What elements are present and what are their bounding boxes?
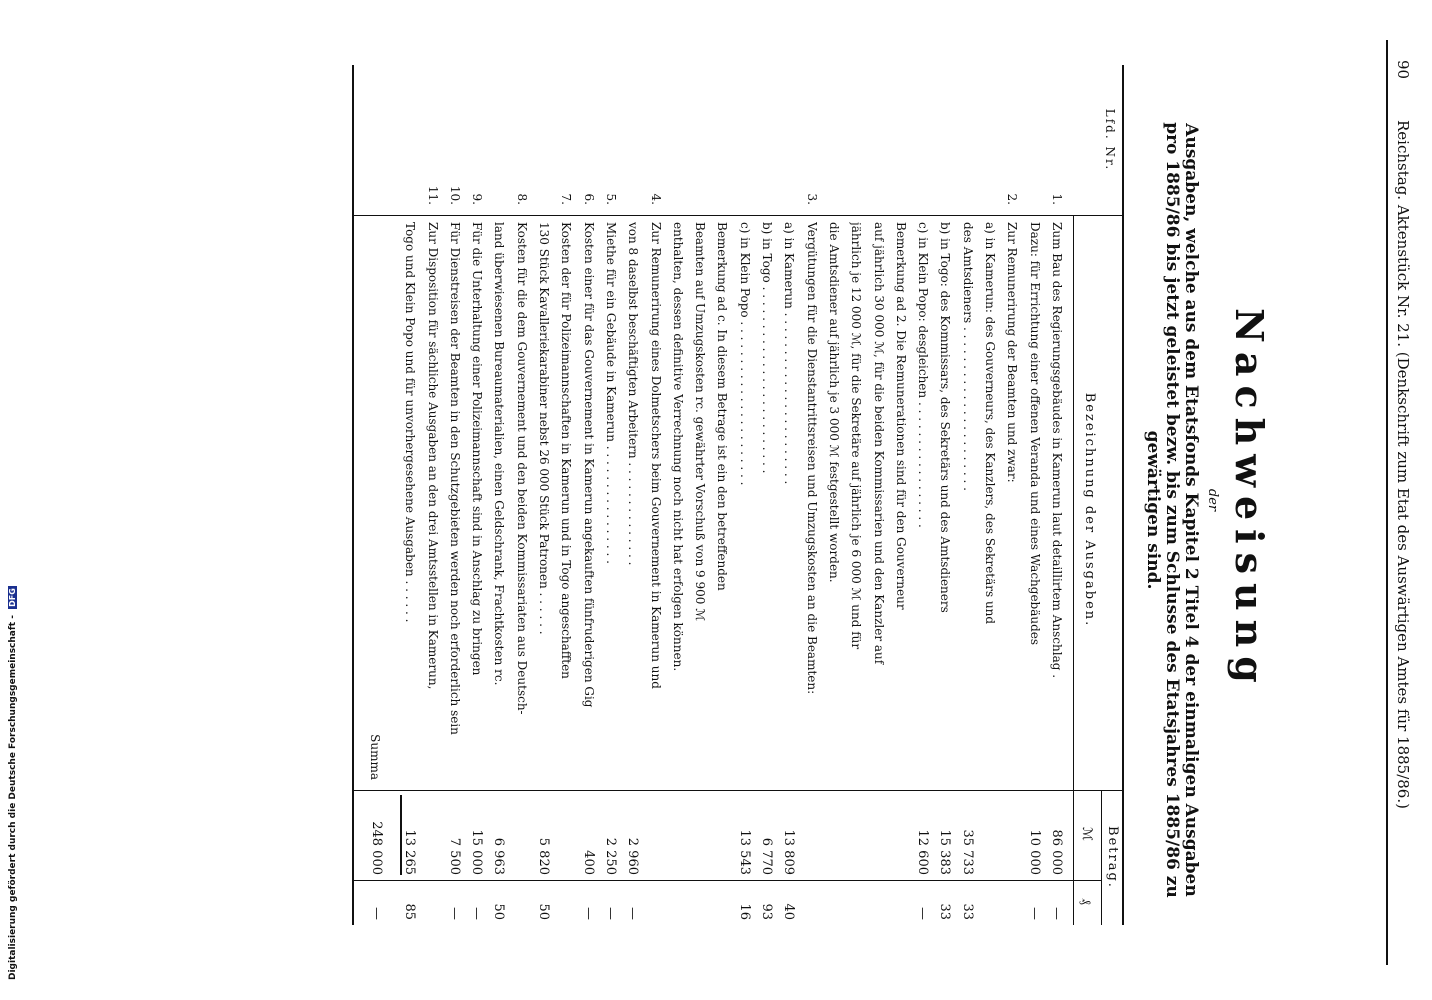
row-amount-mark: 35 733 bbox=[959, 829, 975, 875]
row-description: Miethe für ein Gebäude in Kamerun . . . . . . . . . . . . . . . . bbox=[604, 222, 618, 564]
row-amount-mark: 6 770 bbox=[759, 837, 775, 875]
row-amount-pf: 50 bbox=[491, 903, 507, 920]
header-description: Bezeichnung der Ausgaben. bbox=[1082, 392, 1097, 628]
row-amount-mark: 6 963 bbox=[491, 837, 507, 875]
row-description: c) in Klein Popo . . . . . . . . . . . . . . . . . . . . . . bbox=[737, 222, 752, 486]
row-amount-mark: 10 000 bbox=[1026, 829, 1042, 875]
row-amount-mark: 400 bbox=[580, 850, 596, 875]
row-amount-pf: — bbox=[1026, 907, 1042, 920]
page-number: 90 bbox=[1394, 60, 1412, 80]
row-description: b) in Togo: des Kommissars, des Sekretärs und des Amtsdieners bbox=[938, 222, 953, 613]
summa-label: Summa bbox=[368, 734, 382, 780]
row-description: Vergütungen für die Dienstantrittsreisen und Umzugskosten an die Beamten: bbox=[804, 222, 819, 695]
document-title: Nachweisung bbox=[1227, 308, 1272, 692]
row-description: b) in Togo . . . . . . . . . . . . . . . . . . . . . . . . . bbox=[760, 222, 775, 474]
row-number: 11. bbox=[425, 185, 440, 205]
row-number: 3. bbox=[804, 193, 819, 205]
row-description: jährlich je 12 000 ℳ, für die Sekretäre auf jährlich je 6 000 ℳ und für bbox=[849, 222, 864, 650]
digitization-note bbox=[8, 588, 22, 980]
row-amount-mark: 13 265 bbox=[402, 829, 418, 875]
row-number: 8. bbox=[514, 193, 529, 205]
row-amount-pf: — bbox=[915, 907, 931, 920]
digitization-note-text: Digitalisierung gefördert durch die Deutsche Forschungsgemeinschaft - bbox=[8, 615, 18, 980]
row-number: 1. bbox=[1050, 193, 1064, 205]
dfg-logo: DFG bbox=[8, 588, 17, 607]
row-number: 2. bbox=[1005, 193, 1020, 205]
row-description: Kosten für die dem Gouvernement und den beiden Kommissariaten aus Deutsch- bbox=[514, 222, 529, 715]
row-number: 9. bbox=[470, 193, 485, 205]
row-description: 130 Stück Kavalleriekarabiner nebst 26 000 Stück Patronen . . . . . . bbox=[537, 222, 552, 635]
row-amount-pf: — bbox=[580, 907, 596, 920]
amount-subheader-rule bbox=[1101, 790, 1102, 925]
row-description: Für die Unterhaltung einer Polizeimannschaft sind in Anschlag zu bringen bbox=[470, 222, 485, 676]
header-rule bbox=[1386, 40, 1388, 965]
row-amount-pf: — bbox=[1049, 907, 1064, 920]
row-amount-pf: 85 bbox=[402, 903, 418, 920]
column-header-rule bbox=[1073, 215, 1074, 925]
summa-pf: — bbox=[369, 907, 384, 920]
running-head: Reichstag. Aktenstück Nr. 21. (Denkschrift zum Etat des Auswärtigen Amtes für 1885/86.) bbox=[1394, 120, 1412, 809]
row-description: Dazu: für Errichtung einer offenen Veranda und eines Wachgebäudes bbox=[1027, 222, 1042, 646]
row-description: Zur Remunerirung eines Dolmetschers beim Gouvernement in Kamerun und bbox=[648, 222, 663, 689]
row-amount-mark: 7 500 bbox=[446, 837, 462, 875]
row-description: Togo und Klein Popo und für unvorhergesehene Ausgaben . . . . . . bbox=[403, 222, 418, 623]
column-divider-pf bbox=[354, 880, 1102, 881]
row-amount-pf: — bbox=[603, 907, 618, 920]
row-amount-mark: 15 000 bbox=[469, 829, 485, 875]
header-mark: ℳ bbox=[1079, 827, 1094, 843]
row-description: enthalten, dessen definitive Verrechnung noch nicht hat erfolgen können. bbox=[670, 222, 685, 672]
row-amount-mark: 12 600 bbox=[915, 829, 931, 875]
row-number: 7. bbox=[559, 193, 574, 205]
row-amount-pf: 33 bbox=[959, 903, 975, 920]
row-amount-pf: 93 bbox=[759, 903, 775, 920]
row-amount-mark: 13 809 bbox=[781, 829, 797, 875]
row-amount-mark: 2 250 bbox=[603, 837, 618, 875]
row-description: a) in Kamerun . . . . . . . . . . . . . . . . . . . . . . . bbox=[782, 222, 797, 485]
row-amount-pf: — bbox=[625, 907, 641, 920]
row-description: c) in Klein Popo: desgleichen . . . . . . . . . . . . . . . . . bbox=[916, 222, 931, 528]
row-number: 5. bbox=[604, 193, 618, 205]
column-divider-amount bbox=[354, 790, 1124, 791]
row-amount-mark: 15 383 bbox=[937, 829, 953, 875]
row-description: von 8 daselbst beschäftigten Arbeitern . . . . . . . . . . . . . . bbox=[626, 222, 641, 566]
row-number: 4. bbox=[648, 193, 663, 205]
row-description: Kosten der für Polizeimannschaften in Kamerun und in Togo angeschafften bbox=[559, 222, 574, 679]
row-description: a) in Kamerun: des Gouverneurs, des Kanzlers, des Sekretärs und bbox=[983, 222, 998, 625]
row-amount-mark: 5 820 bbox=[536, 837, 552, 875]
row-description: land überwiesenen Bureaumaterialien, einen Geldschrank, Frachtkosten rc. bbox=[492, 222, 507, 686]
row-amount-pf: 50 bbox=[536, 903, 552, 920]
row-description: Bemerkung ad 2. Die Remunerationen sind für den Gouverneur bbox=[893, 222, 908, 610]
row-description: Zur Disposition für sächliche Ausgaben an den drei Amtsstellen in Kamerun, bbox=[425, 222, 440, 690]
row-description: die Amtsdiener auf jährlich je 3 000 ℳ festgestellt worden. bbox=[827, 222, 841, 583]
row-description: Kosten einer für das Gouvernement in Kamerun angekauften fünfruderigen Gig bbox=[581, 222, 596, 708]
table-bottom-rule bbox=[352, 65, 354, 925]
row-amount-pf: — bbox=[469, 907, 485, 920]
column-divider-lfd bbox=[354, 215, 1124, 216]
row-description: Für Dienstreisen der Beamten in den Schutzgebieten werden noch erforderlich sein bbox=[447, 222, 462, 735]
document-subtitle: der bbox=[1205, 488, 1220, 512]
row-description: Beamten auf Umzugskosten rc. gewährter Vorschuß von 9 900 ℳ bbox=[693, 222, 708, 622]
header-pfennig: ₰ bbox=[1078, 898, 1093, 907]
row-amount-mark: 2 960 bbox=[625, 837, 641, 875]
summa-mark: 248 000 bbox=[369, 821, 384, 875]
header-lfd-nr: Lfd. Nr. bbox=[1103, 108, 1117, 172]
row-amount-pf: 33 bbox=[937, 903, 953, 920]
row-amount-pf: — bbox=[446, 907, 462, 920]
row-description: Bemerkung ad c. In diesem Betrage ist ein den betreffenden bbox=[715, 222, 730, 591]
row-description: des Amtsdieners . . . . . . . . . . . . . . . . . . . . . . bbox=[960, 222, 975, 491]
row-amount-pf: 40 bbox=[781, 903, 797, 920]
header-amount: Betrag. bbox=[1105, 826, 1120, 889]
row-description: Zum Bau des Regierungsgebäudes in Kamerun laut detaillirtem Anschlag . bbox=[1050, 222, 1064, 679]
row-number: 10. bbox=[447, 185, 462, 205]
document-intro: Ausgaben, welche aus dem Etatsfonds Kapitel 2 Titel 4 der einmaligen Ausgaben pro 1885/86 bis jetzt geleistet bezw. bis zum Schlusse des Etatsjahres 1885/86 zu gewärtigen sind. bbox=[1143, 122, 1201, 898]
row-amount-pf: 16 bbox=[736, 903, 752, 920]
row-description: auf jährlich 30 000 ℳ, für die beiden Kommissarien und den Kanzler auf bbox=[871, 222, 886, 665]
row-amount-mark: 13 543 bbox=[736, 829, 752, 875]
row-amount-mark: 86 000 bbox=[1049, 829, 1064, 875]
row-description: Zur Remunerirung der Beamten und zwar: bbox=[1005, 222, 1020, 483]
row-number: 6. bbox=[581, 193, 596, 205]
table-top-rule bbox=[1122, 65, 1124, 925]
